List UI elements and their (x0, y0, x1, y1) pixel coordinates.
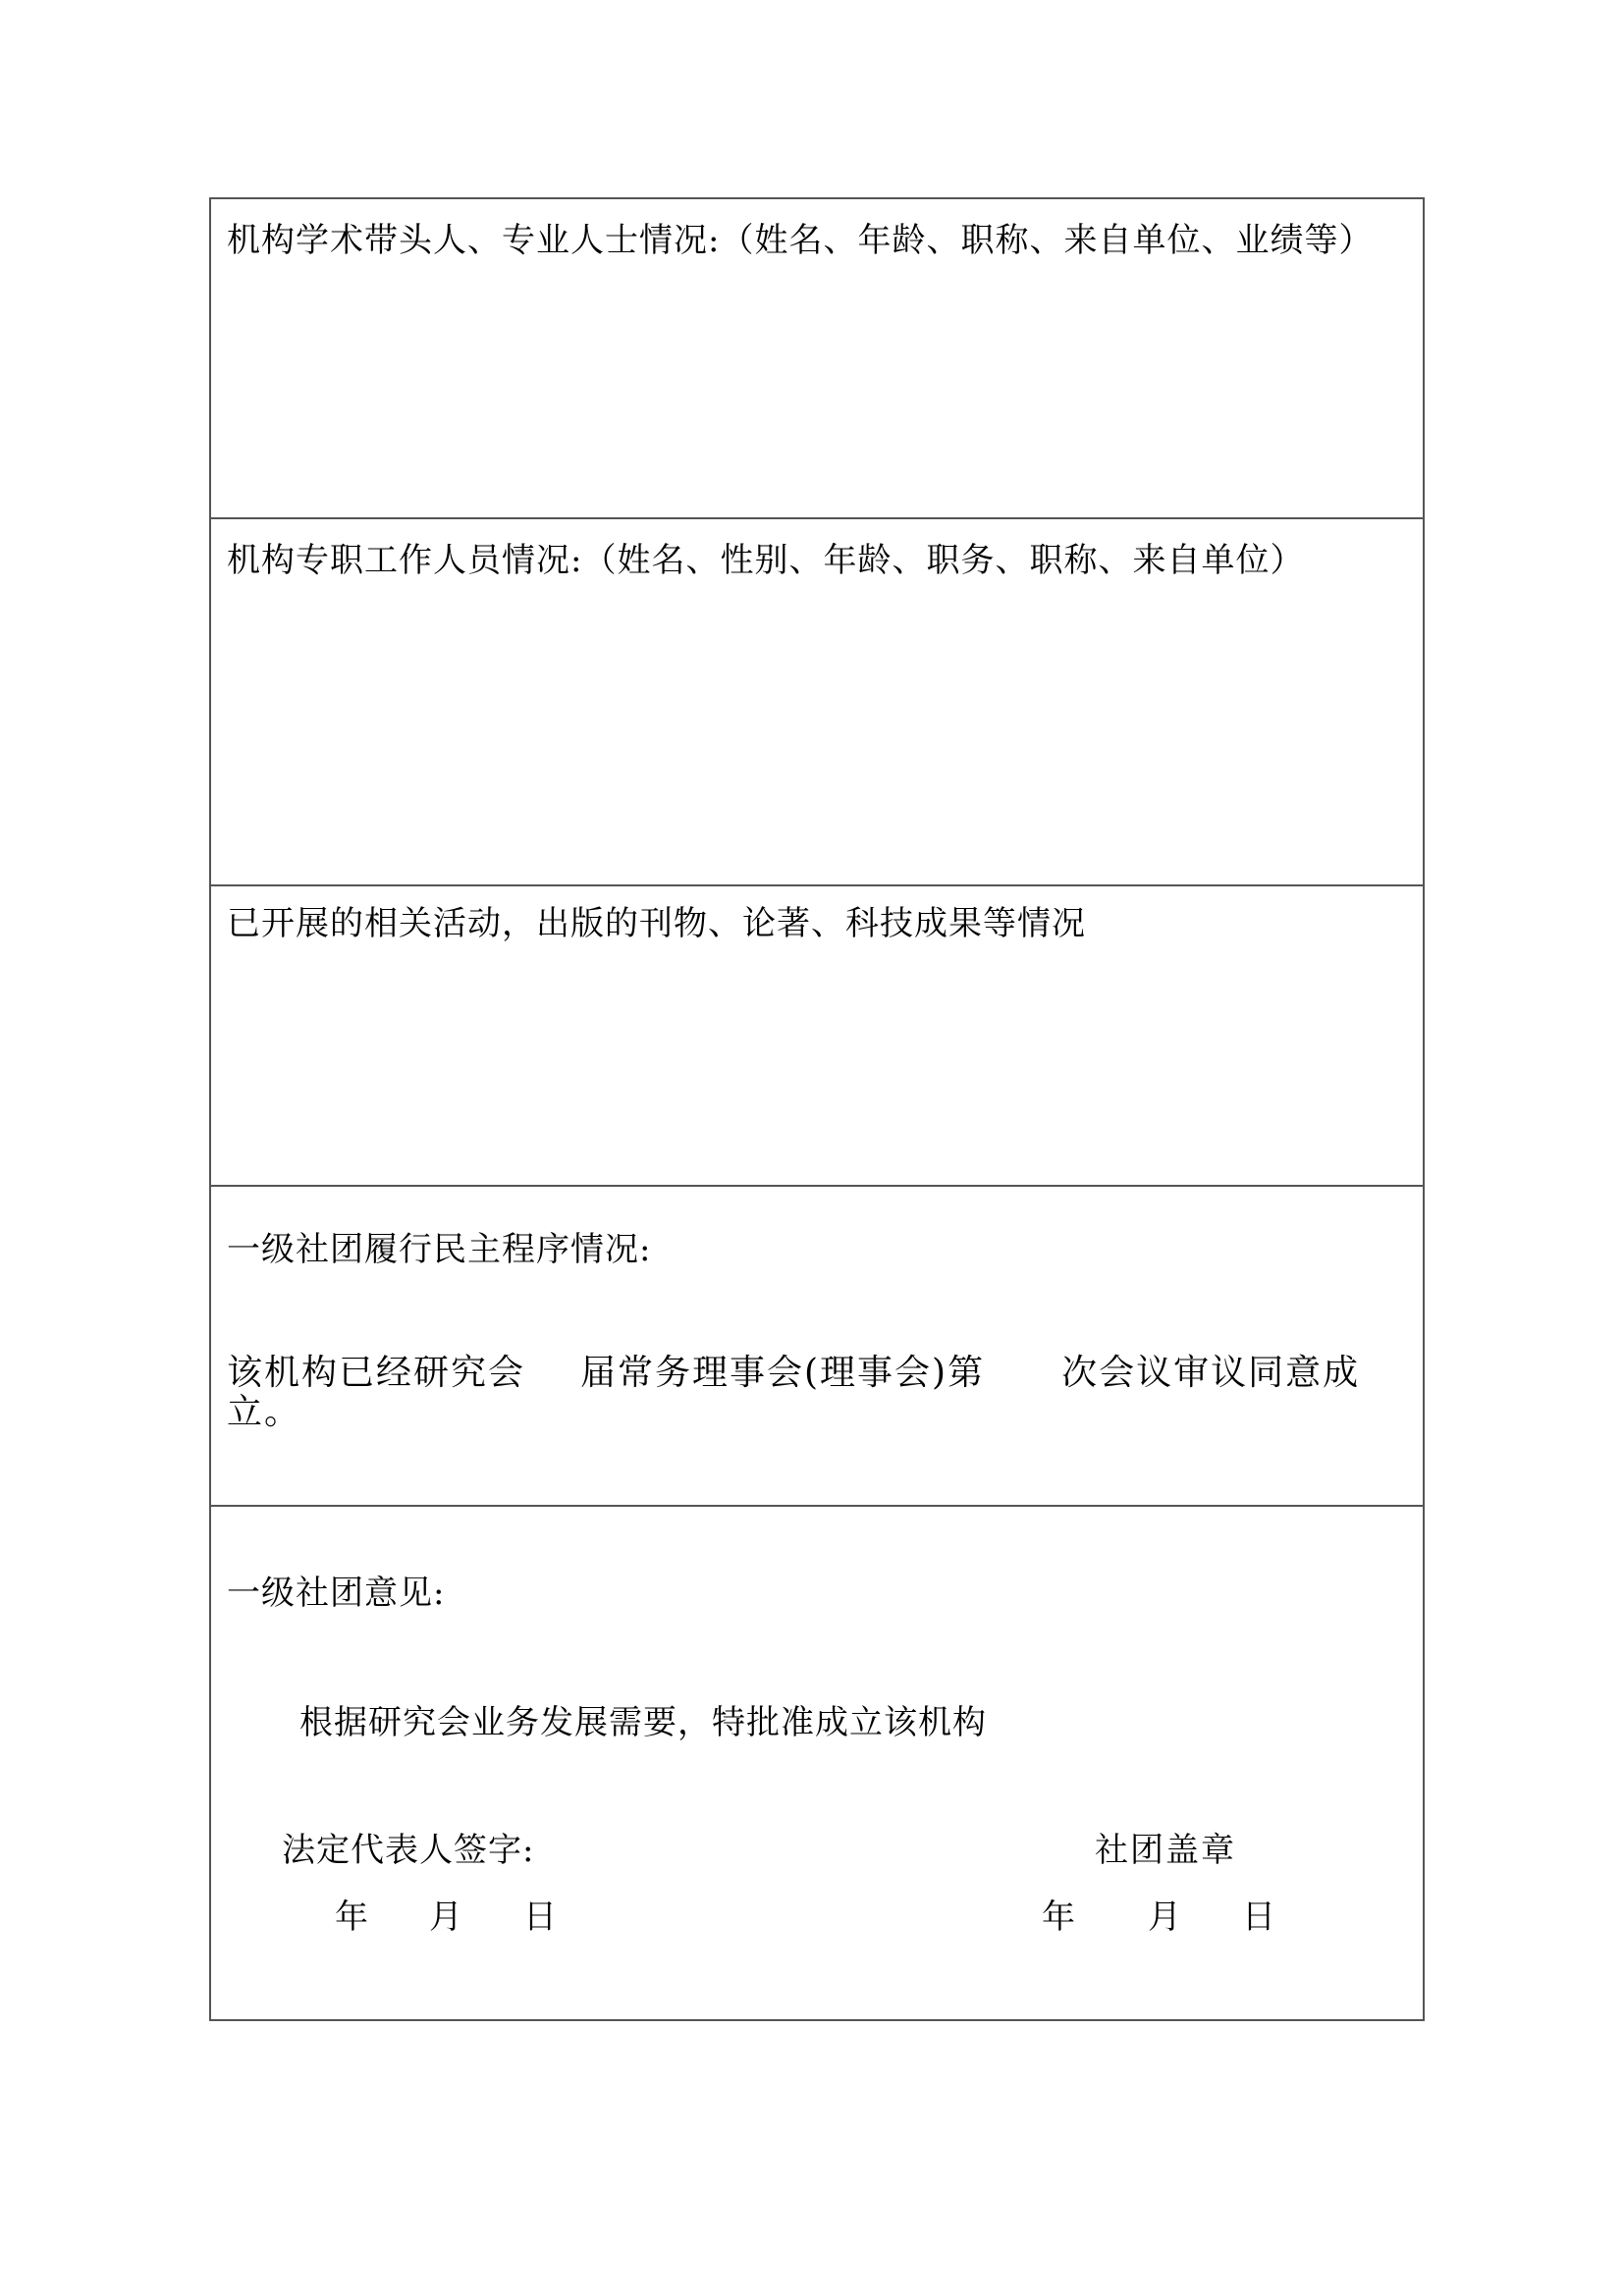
academic-leaders-label: 机构学术带头人、专业人士情况:（姓名、年龄、职称、来自单位、业绩等） (227, 221, 1374, 260)
democratic-procedure-section (211, 1187, 1423, 1507)
opinion-section (211, 1507, 1423, 2019)
seal-date (1042, 1897, 1275, 1937)
opinion-text: 根据研究会业务发展需要，特批准成立该机构 (299, 1703, 987, 1742)
legal-rep-sign-label: 法定代表人签字: (282, 1831, 535, 1870)
sign-date-month: 月 (429, 1897, 462, 1937)
fulltime-staff-label: 机构专职工作人员情况:（姓名、性别、年龄、职务、职称、来自单位） (227, 541, 1305, 580)
procedure-text-part2: 届常务理事会(理事会)第 (580, 1353, 986, 1393)
activities-label: 已开展的相关活动，出版的刊物、论著、科技成果等情况 (227, 904, 1086, 943)
procedure-label: 一级社团履行民主程序情况: (227, 1230, 652, 1269)
activities-section (211, 886, 1423, 1187)
procedure-statement (227, 1354, 1415, 1432)
seal-date-month: 月 (1148, 1897, 1181, 1937)
procedure-text-part3: 次会议审议同意成立。 (227, 1353, 1361, 1432)
sign-date-year: 年 (335, 1897, 368, 1937)
opinion-label: 一级社团意见: (227, 1574, 446, 1613)
seal-date-year: 年 (1042, 1897, 1075, 1937)
sign-date (335, 1897, 557, 1937)
seal-date-day: 日 (1242, 1897, 1275, 1937)
seal-label: 社团盖章 (1095, 1831, 1236, 1870)
procedure-text-part1: 该机构已经研究会 (227, 1353, 526, 1393)
application-form-table (209, 197, 1425, 2021)
academic-leaders-section (211, 199, 1423, 519)
sign-date-day: 日 (523, 1897, 557, 1937)
fulltime-staff-section (211, 519, 1423, 886)
